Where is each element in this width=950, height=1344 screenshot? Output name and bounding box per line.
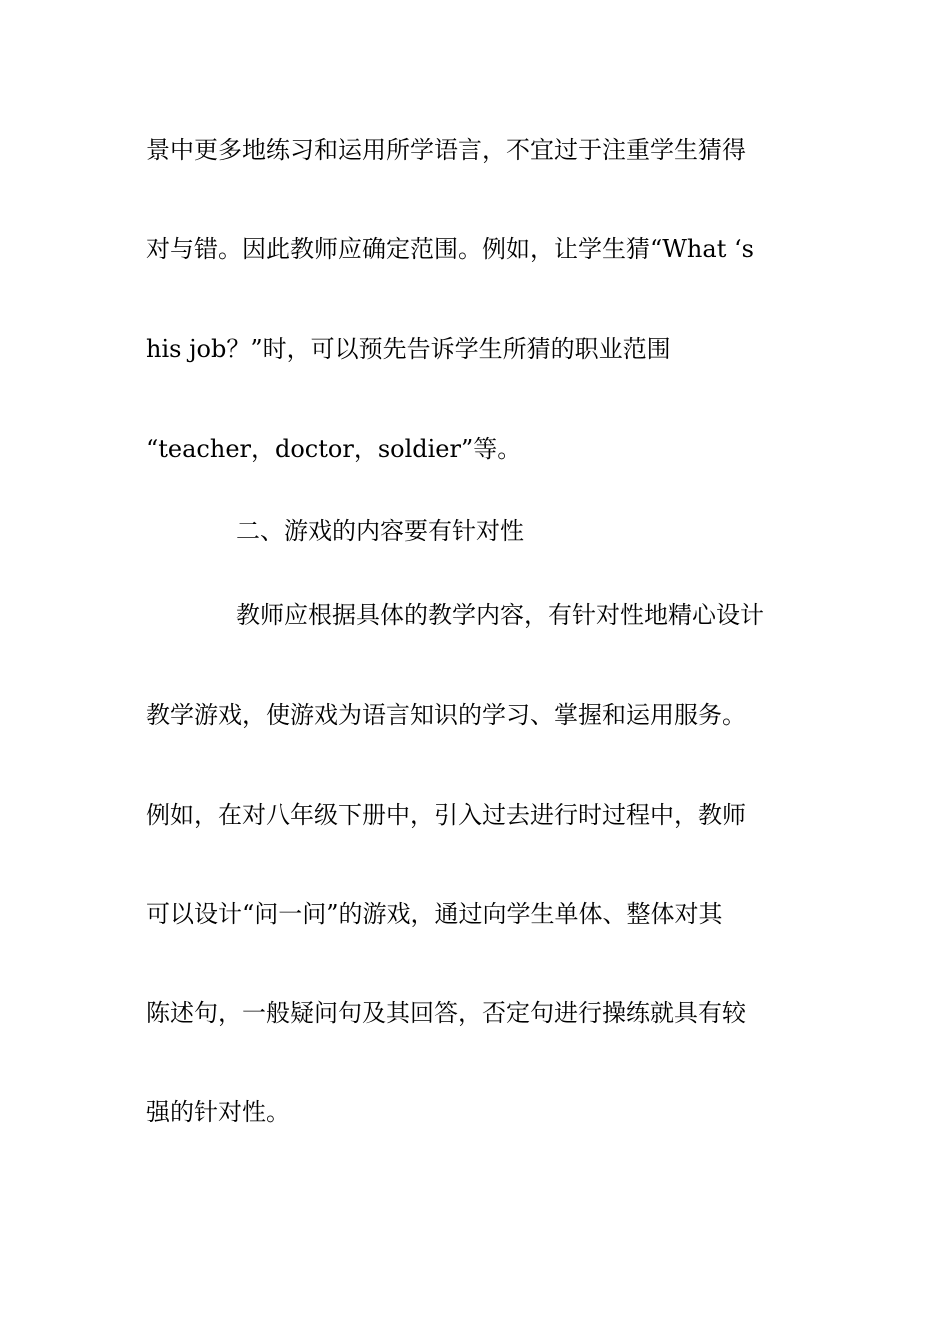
paragraph-line: 对与错。因此教师应确定范围。例如，让学生猜“What ‘s	[146, 235, 754, 263]
paragraph-line: 景中更多地练习和运用所学语言，不宜过于注重学生猜得	[146, 136, 746, 164]
paragraph-line: 教师应根据具体的教学内容，有针对性地精心设计	[236, 601, 764, 629]
paragraph-line: 陈述句，一般疑问句及其回答，否定句进行操练就具有较	[146, 999, 746, 1027]
section-heading: 二、游戏的内容要有针对性	[236, 517, 524, 545]
paragraph-line: his job？”时，可以预先告诉学生所猜的职业范围	[146, 335, 671, 363]
paragraph-line: 可以设计“问一问”的游戏，通过向学生单体、整体对其	[146, 900, 723, 928]
paragraph-line: 强的针对性。	[146, 1098, 290, 1126]
paragraph-line: 教学游戏，使游戏为语言知识的学习、掌握和运用服务。	[146, 701, 746, 729]
paragraph-line: “teacher，doctor，soldier”等。	[146, 435, 522, 463]
paragraph-line: 例如，在对八年级下册中，引入过去进行时过程中，教师	[146, 801, 746, 829]
